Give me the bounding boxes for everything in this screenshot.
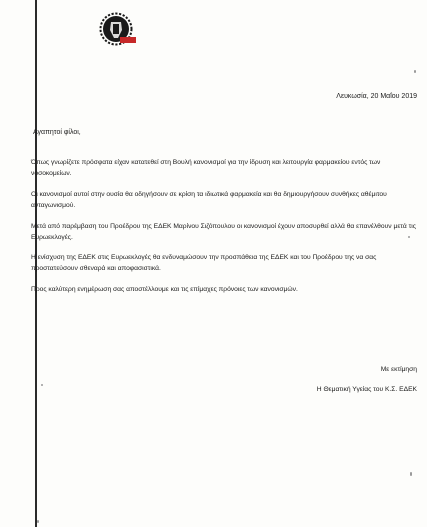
scan-speck	[408, 236, 410, 238]
paragraph: Μετά από παρέμβαση του Προέδρου της ΕΔΕΚ Μαρίνου Σιζόπουλου οι κανονισμοί έχουν αποσυρθεί αλλά θα επανέλθουν μετά τις Ευρωεκλογές.	[31, 223, 416, 241]
party-logo	[96, 10, 140, 50]
scan-speck	[414, 70, 416, 73]
date-line: Λευκωσία, 20 Μαΐου 2019	[336, 93, 417, 100]
paragraph: Η ενίσχυση της ΕΔΕΚ στις Ευρωεκλογές θα ενδυναμώσουν την προσπάθεια της ΕΔΕΚ και του Προέδρου της να σας προστατεύσουν σθεναρά και αποφασιστικά.	[31, 254, 377, 272]
scan-speck	[37, 520, 39, 523]
signature-line: Η Θεματική Υγείας του Κ.Σ. ΕΔΕΚ	[316, 386, 417, 393]
paragraph: Οι κανονισμοί αυτοί στην ουσία θα οδηγήσουν σε κρίση τα ιδιωτικά φαρμακεία και θα δημιουργήσουν συνθήκες αθέμιτου ανταγωνισμού.	[31, 191, 387, 209]
signoff: Με εκτίμηση	[380, 366, 417, 373]
paragraph: Όπως γνωρίζετε πρόσφατα είχαν κατατεθεί στη Βουλή κανονισμοί για την ίδρυση και λειτουργία φαρμακείου εντός των νοσοκομείων.	[31, 159, 381, 177]
scan-speck	[410, 472, 412, 476]
paragraph: Προς καλύτερη ενημέρωση σας αποστέλλουμε και τις επίμαχες πρόνοιες των κανονισμών.	[31, 286, 298, 293]
greeting: Αγαπητοί φίλοι,	[33, 129, 81, 136]
scan-speck	[41, 384, 43, 386]
